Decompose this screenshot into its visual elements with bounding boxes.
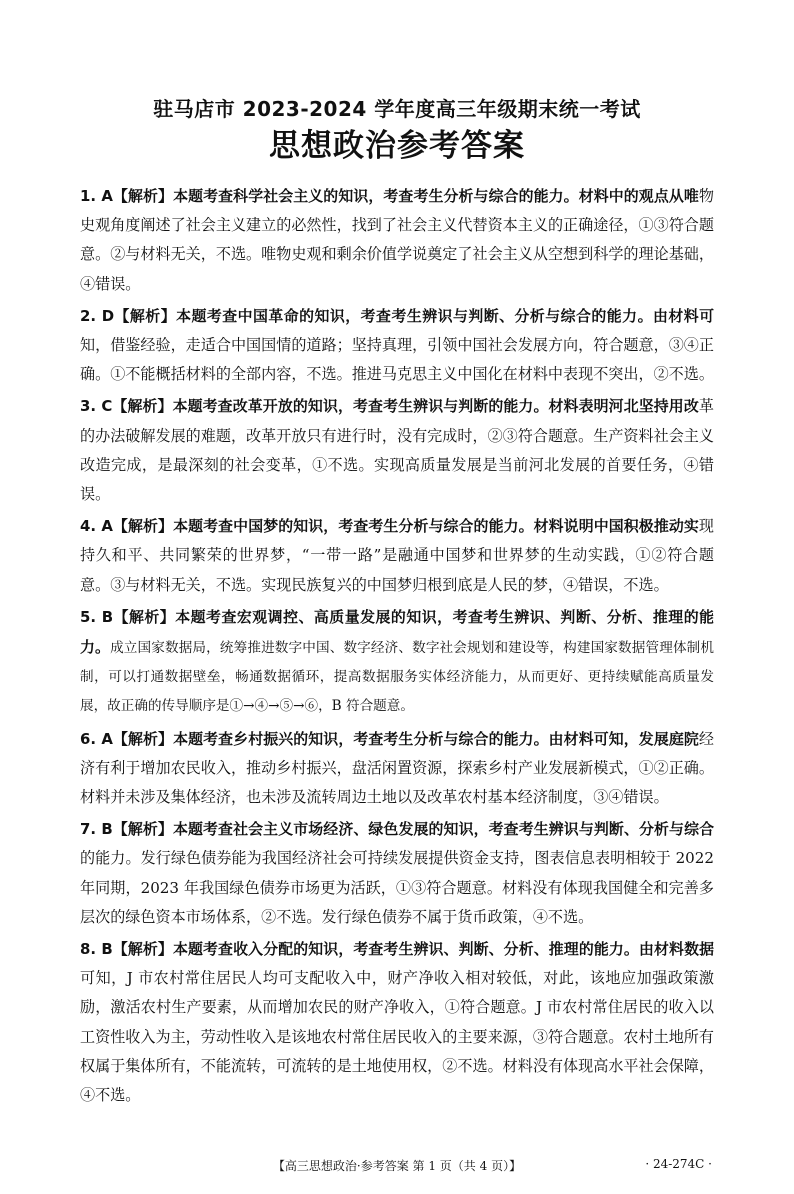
answer-explanation: 现持久和平、共同繁荣的世界梦，“一带一路”是融通中国梦和世界梦的生动实践，①②符合题意。③与材料无关，不选。实现民族复兴的中国梦归根到底是人民的梦，④错误，不选。 (80, 517, 714, 594)
answer-heading: 5. B【解析】本题考查宏观调控、高质量发展的知识，考查考生辨识、判断、分析、推理的能力。 (80, 607, 714, 657)
answer-paragraph (80, 392, 714, 509)
exam-title: 驻马店市 2023-2024 学年度高三年级期末统一考试 (153, 97, 641, 121)
answer-paragraph (80, 603, 714, 722)
answer-item (80, 725, 714, 813)
answer-heading: 4. A【解析】本题考查中国梦的知识，考查考生分析与综合的能力。材料说明中国积极推动实 (80, 517, 699, 536)
answer-item (80, 935, 714, 1110)
answer-paragraph (80, 815, 714, 932)
answer-item (80, 512, 714, 600)
answer-explanation: 革的办法破解发展的难题，改革开放只有进行时，没有完成时，②③符合题意。生产资料社会主义改造完成，是最深刻的社会变革，①不选。实现高质量发展是当前河北发展的首要任务，④错误。 (80, 397, 714, 504)
page-footer (0, 1157, 794, 1177)
answer-explanation: 经济有利于增加农民收入，推动乡村振兴，盘活闲置资源，探索乡村产业发展新模式，①②正确。材料并未涉及集体经济，也未涉及流转周边土地以及改革农村基本经济制度，③④错误。 (80, 729, 714, 807)
answer-item (80, 302, 714, 390)
footer-exam-code: · 24-274C · (645, 1157, 712, 1171)
answer-heading: 2. D【解析】本题考查中国革命的知识，考查考生辨识与判断、分析与综合的能力。由材料可 (80, 306, 714, 325)
answer-paragraph (80, 725, 714, 813)
answer-heading: 8. B【解析】本题考查收入分配的知识，考查考生辨识、判断、分析、推理的能力。由材料数据 (80, 940, 714, 959)
document-subtitle: 思想政治参考答案 (269, 128, 525, 164)
answer-paragraph (80, 302, 714, 390)
answer-item (80, 815, 714, 932)
answer-explanation: 成立国家数据局，统筹推进数字中国、数字经济、数字社会规划和建设等，构建国家数据管理体制机制，可以打通数据壁垒，畅通数据循环，提高数据服务实体经济能力，从而更好、更持续赋能高质量发展，故正确的传导顺序是①→④→⑤→⑥，B 符合题意。 (80, 640, 714, 715)
answer-paragraph (80, 512, 714, 600)
answer-item (80, 182, 714, 299)
answer-explanation: 的能力。发行绿色债券能为我国经济社会可持续发展提供资金支持，图表信息表明相较于 2022 年同期，2023 年我国绿色债券市场更为活跃，①③符合题意。材料没有体现我国健全和完善多层次的绿色资本市场体系，②不选。发行绿色债券不属于货币政策，④不选。 (80, 849, 714, 926)
answer-heading: 1. A【解析】本题考查科学社会主义的知识，考查考生分析与综合的能力。材料中的观点从唯 (80, 187, 699, 205)
answer-item (80, 392, 714, 509)
answer-explanation: 知，借鉴经验，走适合中国国情的道路；坚持真理，引领中国社会发展方向，符合题意，③④正确。①不能概括材料的全部内容，不选。推进马克思主义中国化在材料中表现不突出，②不选。 (80, 336, 714, 384)
answer-heading: 6. A【解析】本题考查乡村振兴的知识，考查考生分析与综合的能力。由材料可知，发展庭院 (80, 729, 699, 748)
answer-paragraph (80, 935, 714, 1110)
answer-heading: 3. C【解析】本题考查改革开放的知识，考查考生辨识与判断的能力。材料表明河北坚持用改 (80, 397, 699, 416)
answer-list (80, 182, 714, 1113)
answer-explanation: 可知，J 市农村常住居民人均可支配收入中，财产净收入相对较低，对此，该地应加强政策激励，激活农村生产要素，从而增加农民的财产净收入，①符合题意。J 市农村常住居民的收入以工资性收入为主，劳动性收入是该地农村常住居民收入的主要来源，③符合题意。农村土地所有权属于集体所有，不能流转，可流转的是土地使用权，②不选。材料没有体现高水平社会保障，④不选。 (80, 969, 714, 1105)
answer-heading: 7. B【解析】本题考查社会主义市场经济、绿色发展的知识，考查考生辨识与判断、分析与综合 (80, 820, 714, 839)
answer-explanation: 物史观角度阐述了社会主义建立的必然性，找到了社会主义代替资本主义的正确途径，①③符合题意。②与材料无关，不选。唯物史观和剩余价值学说奠定了社会主义从空想到科学的理论基础，④错误。 (80, 187, 714, 293)
answer-paragraph (80, 182, 714, 299)
footer-page-info: 【高三思想政治·参考答案 第 1 页（共 4 页）】 (272, 1159, 522, 1173)
answer-item (80, 603, 714, 722)
